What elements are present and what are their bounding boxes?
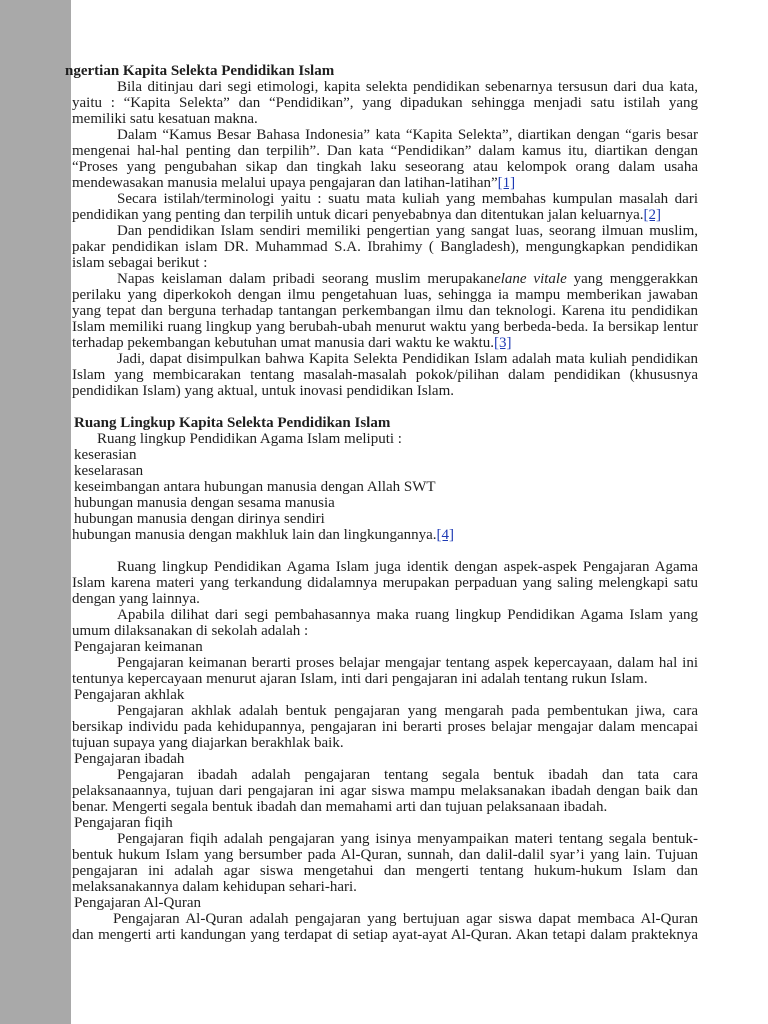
text-line: tujuan supaya yang diajarkan berakhlak baik. bbox=[72, 735, 344, 751]
text-line: memiliki satu kesatuan makna. bbox=[72, 111, 258, 127]
text-line-content: mendewasakan manusia melalui upaya pengajaran dan latihan-latihan” bbox=[72, 175, 498, 191]
scope-intro: Ruang lingkup Pendidikan Agama Islam meliputi : bbox=[97, 431, 402, 447]
text-line: Pengajaran akhlak adalah bentuk pengajaran yang mengarah pada pembentukan jiwa, cara bbox=[117, 703, 698, 719]
text-line: pengajaran ini adalah agar siswa mengetahui dan mengerti tentang hukum-hukum Islam dan bbox=[72, 863, 698, 879]
list-item: keselarasan bbox=[74, 463, 144, 479]
paragraph bbox=[72, 351, 698, 399]
text-line bbox=[72, 207, 698, 223]
text-line: islam sebagai berikut : bbox=[72, 255, 208, 271]
text-line: Apabila dilihat dari segi pembahasannya maka ruang lingkup Pendidikan Agama Islam yang bbox=[117, 607, 698, 623]
blank-line bbox=[72, 543, 698, 559]
section-heading: Ruang Lingkup Kapita Selekta Pendidikan Islam bbox=[74, 415, 391, 431]
text-line: bersikap individu pada kehidupannya, pengajaran ini berarti proses belajar mengajar dalam mencapai bbox=[72, 719, 698, 735]
text-line: bentuk hukum Islam yang bersumber pada Al-Quran, sunnah, dan dalil-dalil syar’i yang lain. Tujuan bbox=[72, 847, 698, 863]
text-line: dan mengerti arti kandungan yang terdapat di setiap ayat-ayat Al-Quran. Akan tetapi dalam prakteknya bbox=[72, 927, 698, 943]
text-line: yaitu : “Kapita Selekta” dan “Pendidikan”, yang dipadukan sehingga menjadi satu istilah yang bbox=[72, 95, 698, 111]
paragraph bbox=[72, 127, 698, 191]
footnote-link-4[interactable]: [4] bbox=[436, 527, 455, 543]
text-line-content: terhadap pekembangan kebutuhan umat manusia dari waktu ke waktu. bbox=[72, 335, 494, 351]
paragraph bbox=[72, 191, 698, 223]
text-line: Pengajaran ibadah adalah pengajaran tentang segala bentuk ibadah dan tata cara bbox=[117, 767, 698, 783]
subsection-al-quran bbox=[72, 895, 698, 943]
paragraph bbox=[72, 607, 698, 639]
scope-list bbox=[72, 447, 698, 543]
text-line bbox=[72, 271, 698, 287]
text-line: pelaksanaannya, tujuan dari pengajaran ini agar siswa mampu melaksanakan ibadah dengan baik dan bbox=[72, 783, 698, 799]
subsection-title: Pengajaran fiqih bbox=[74, 815, 173, 831]
text-line: pendidikan Islam) yang aktual, untuk inovasi pendidikan Islam. bbox=[72, 383, 455, 399]
list-item: keserasian bbox=[74, 447, 137, 463]
text-line: Ruang lingkup Pendidikan Agama Islam juga identik dengan aspek-aspek Pengajaran Agama bbox=[117, 559, 698, 575]
paragraph bbox=[72, 223, 698, 271]
text-line: Islam yang membicarakan tentang masalah-masalah pokok/pilihan dalam pendidikan (khususnya bbox=[72, 367, 698, 383]
text-line: “Proses yang pengubahan sikap dan tingkah laku seseorang atau kelompok orang dalam usaha bbox=[72, 159, 698, 175]
text-line: Pengajaran keimanan berarti proses belajar mengajar tentang aspek kepercayaan, dalam hal ini bbox=[117, 655, 698, 671]
subsection-akhlak bbox=[72, 687, 698, 751]
subsection-fiqih bbox=[72, 815, 698, 895]
viewer-gutter bbox=[0, 0, 71, 1024]
list-item: keseimbangan antara hubungan manusia dengan Allah SWT bbox=[74, 479, 436, 495]
italic-term: elane vitale bbox=[494, 271, 567, 287]
text-line: Islam karena materi yang terkandung didalamnya merupakan perpaduan yang saling melengkapi satu bbox=[72, 575, 698, 591]
text-line: umum dilaksanakan di sekolah adalah : bbox=[72, 623, 309, 639]
text-line: mengenai hal-hal penting dan terpilih”. Dan kata “Pendidikan” dalam kamus itu, diartikan dengan bbox=[72, 143, 698, 159]
subsection-title: Pengajaran Al-Quran bbox=[74, 895, 202, 911]
text-line: Dan pendidikan Islam sendiri memiliki pengertian yang sangat luas, seorang ilmuan muslim, bbox=[117, 223, 698, 239]
text-line: benar. Mengerti segala bentuk ibadah dan memahami arti dan tujuan pelaksanaan ibadah. bbox=[72, 799, 608, 815]
text-line: yang tepat dan berguna terhadap tantangan perkembangan ilmu dan teknologi. Karena itu pendidikan bbox=[72, 303, 698, 319]
blank-line bbox=[72, 399, 698, 415]
paragraph bbox=[72, 79, 698, 127]
subsection-ibadah bbox=[72, 751, 698, 815]
text-line: tentunya kepercayaan menurut ajaran Islam, inti dari pengajaran ini adalah tentang rukun Islam. bbox=[72, 671, 648, 687]
text-line-content: hubungan manusia dengan makhluk lain dan lingkungannya. bbox=[72, 527, 437, 543]
section-heading: ngertian Kapita Selekta Pendidikan Islam bbox=[65, 63, 335, 79]
text-line: pakar pendidikan islam DR. Muhammad S.A. Ibrahimy ( Bangladesh), mengungkapkan pendidikan bbox=[72, 239, 698, 255]
footnote-link-2[interactable]: [2] bbox=[643, 207, 661, 223]
text-line: dengan yang lainnya. bbox=[72, 591, 200, 607]
list-item bbox=[72, 527, 698, 543]
text-line-content: yang menggerakkan bbox=[566, 271, 698, 287]
footnote-link-1[interactable]: [1] bbox=[497, 175, 516, 191]
subsection-keimanan bbox=[72, 639, 698, 687]
list-item: hubungan manusia dengan sesama manusia bbox=[74, 495, 335, 511]
footnote-link-3[interactable]: [3] bbox=[493, 335, 512, 351]
text-line: Islam memiliki ruang lingkup yang berubah-ubah menurut waktu yang berbeda-beda. Ia bersikap lentur bbox=[72, 319, 698, 335]
text-line: Jadi, dapat disimpulkan bahwa Kapita Selekta Pendidikan Islam adalah mata kuliah pendidikan bbox=[117, 351, 698, 367]
text-line bbox=[72, 175, 698, 191]
list-item: hubungan manusia dengan dirinya sendiri bbox=[74, 511, 325, 527]
subsection-title: Pengajaran ibadah bbox=[74, 751, 185, 767]
paragraph bbox=[72, 559, 698, 607]
subsection-title: Pengajaran keimanan bbox=[74, 639, 203, 655]
text-line-content: Napas keislaman dalam pribadi seorang muslim merupakan bbox=[117, 271, 495, 287]
text-line: Pengajaran Al-Quran adalah pengajaran yang bertujuan agar siswa dapat membaca Al-Quran bbox=[113, 911, 698, 927]
text-line: Pengajaran fiqih adalah pengajaran yang isinya menyampaikan materi tentang segala bentuk- bbox=[117, 831, 698, 847]
text-line: Bila ditinjau dari segi etimologi, kapita selekta pendidikan sebenarnya tersusun dari dua kata, bbox=[117, 79, 698, 95]
quote-paragraph bbox=[72, 271, 698, 351]
subsection-title: Pengajaran akhlak bbox=[74, 687, 185, 703]
text-line bbox=[72, 335, 698, 351]
document-page bbox=[65, 63, 698, 943]
text-line: perilaku yang diperkokoh dengan ilmu pengetahuan luas, sehingga ia mampu memberikan jawaban bbox=[72, 287, 698, 303]
text-line-content: pendidikan yang penting dan terpilih untuk dicari penyebabnya dan ditentukan jalan keluarnya. bbox=[72, 207, 644, 223]
text-line: Secara istilah/terminologi yaitu : suatu mata kuliah yang membahas kumpulan masalah dari bbox=[117, 191, 698, 207]
text-line: Dalam “Kamus Besar Bahasa Indonesia” kata “Kapita Selekta”, diartikan dengan “garis besar bbox=[117, 127, 698, 143]
text-line: melaksanakannya dalam kehidupan sehari-hari. bbox=[72, 879, 357, 895]
